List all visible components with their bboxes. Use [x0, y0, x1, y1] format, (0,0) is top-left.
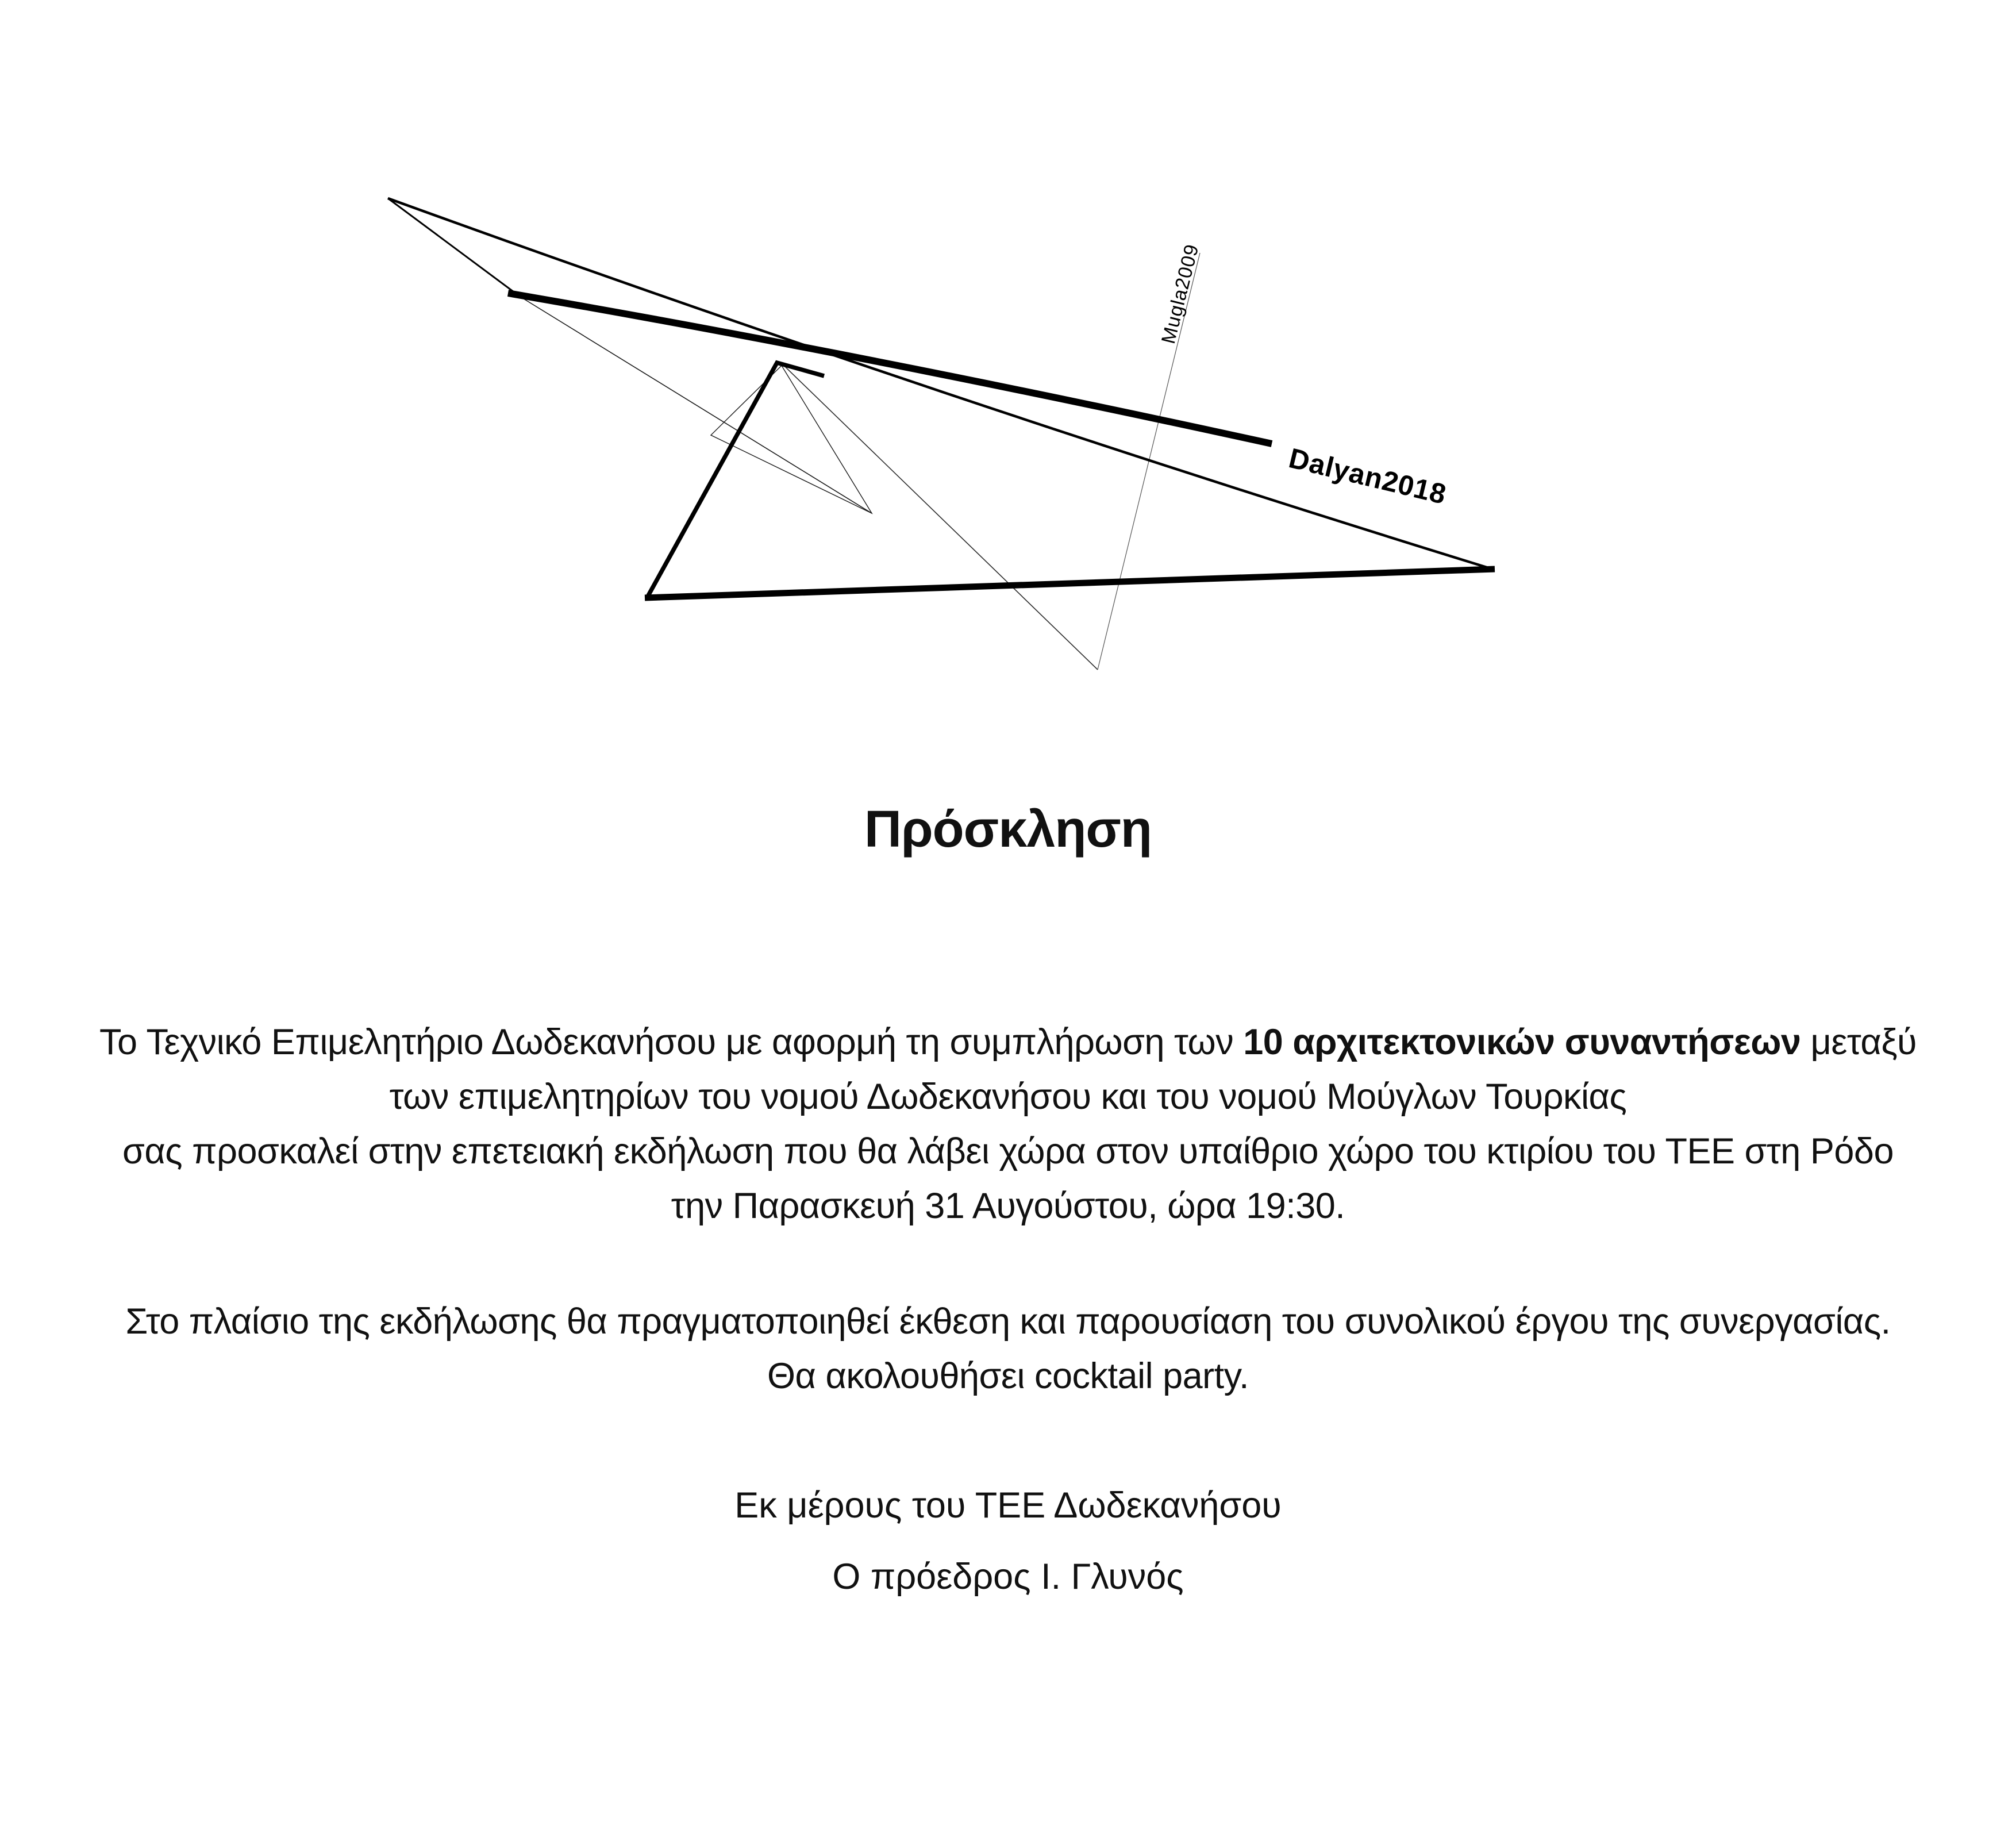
signoff-president: Ο πρόεδρος Ι. Γλυνός — [832, 1557, 1184, 1597]
mugla2009-label: Mugla2009 — [1157, 241, 1203, 346]
thick-bar-line — [508, 293, 1272, 444]
long-hypotenuse-line — [388, 198, 1494, 570]
page-title: Πρόσκληση — [864, 801, 1152, 858]
paragraph-main-line-1 — [0, 1015, 2016, 1070]
line1-bold-highlight: 10 αρχιτεκτονικών συναντήσεων — [1243, 1022, 1801, 1062]
triangle-left-edge — [648, 363, 824, 595]
dalyan2018-label: Dalyan2018 — [1286, 443, 1450, 510]
paragraph-main-line-4: την Παρασκευή 31 Αυγούστου, ώρα 19:30. — [671, 1186, 1345, 1226]
paragraph-secondary — [0, 1294, 2016, 1404]
paragraph-secondary-line-2: Θα ακολουθήσει cocktail party. — [767, 1356, 1249, 1396]
beak-left-edge — [388, 198, 520, 297]
large-vee-left-line — [782, 363, 1098, 670]
paragraph-secondary-line-1: Στο πλαίσιο της εκδήλωσης θα πραγματοποιηθεί έκθεση και παρουσίαση του συνολικού έργου της συνεργασίας. — [125, 1301, 1891, 1342]
triangle-bottom-edge — [645, 569, 1495, 598]
paragraph-main-line-3: σας προσκαλεί στην επετειακή εκδήλωση που θα λάβει χώρα στον υπαίθριο χώρο του κτιρίου του ΤΕΕ στη Ρόδο — [122, 1131, 1894, 1171]
line1-post-text: μεταξύ — [1800, 1022, 1917, 1062]
paragraph-main-line-2: των επιμελητηρίων του νομού Δωδεκανήσου και του νομού Μούγλων Τουρκίας — [389, 1077, 1627, 1117]
paragraph-main — [0, 1015, 2016, 1234]
signoff-organization: Εκ μέρους του ΤΕΕ Δωδεκανήσου — [734, 1485, 1282, 1526]
line1-pre-text: Το Τεχνικό Επιμελητήριο Δωδεκανήσου με αφορμή τη συμπλήρωση των — [99, 1022, 1244, 1062]
